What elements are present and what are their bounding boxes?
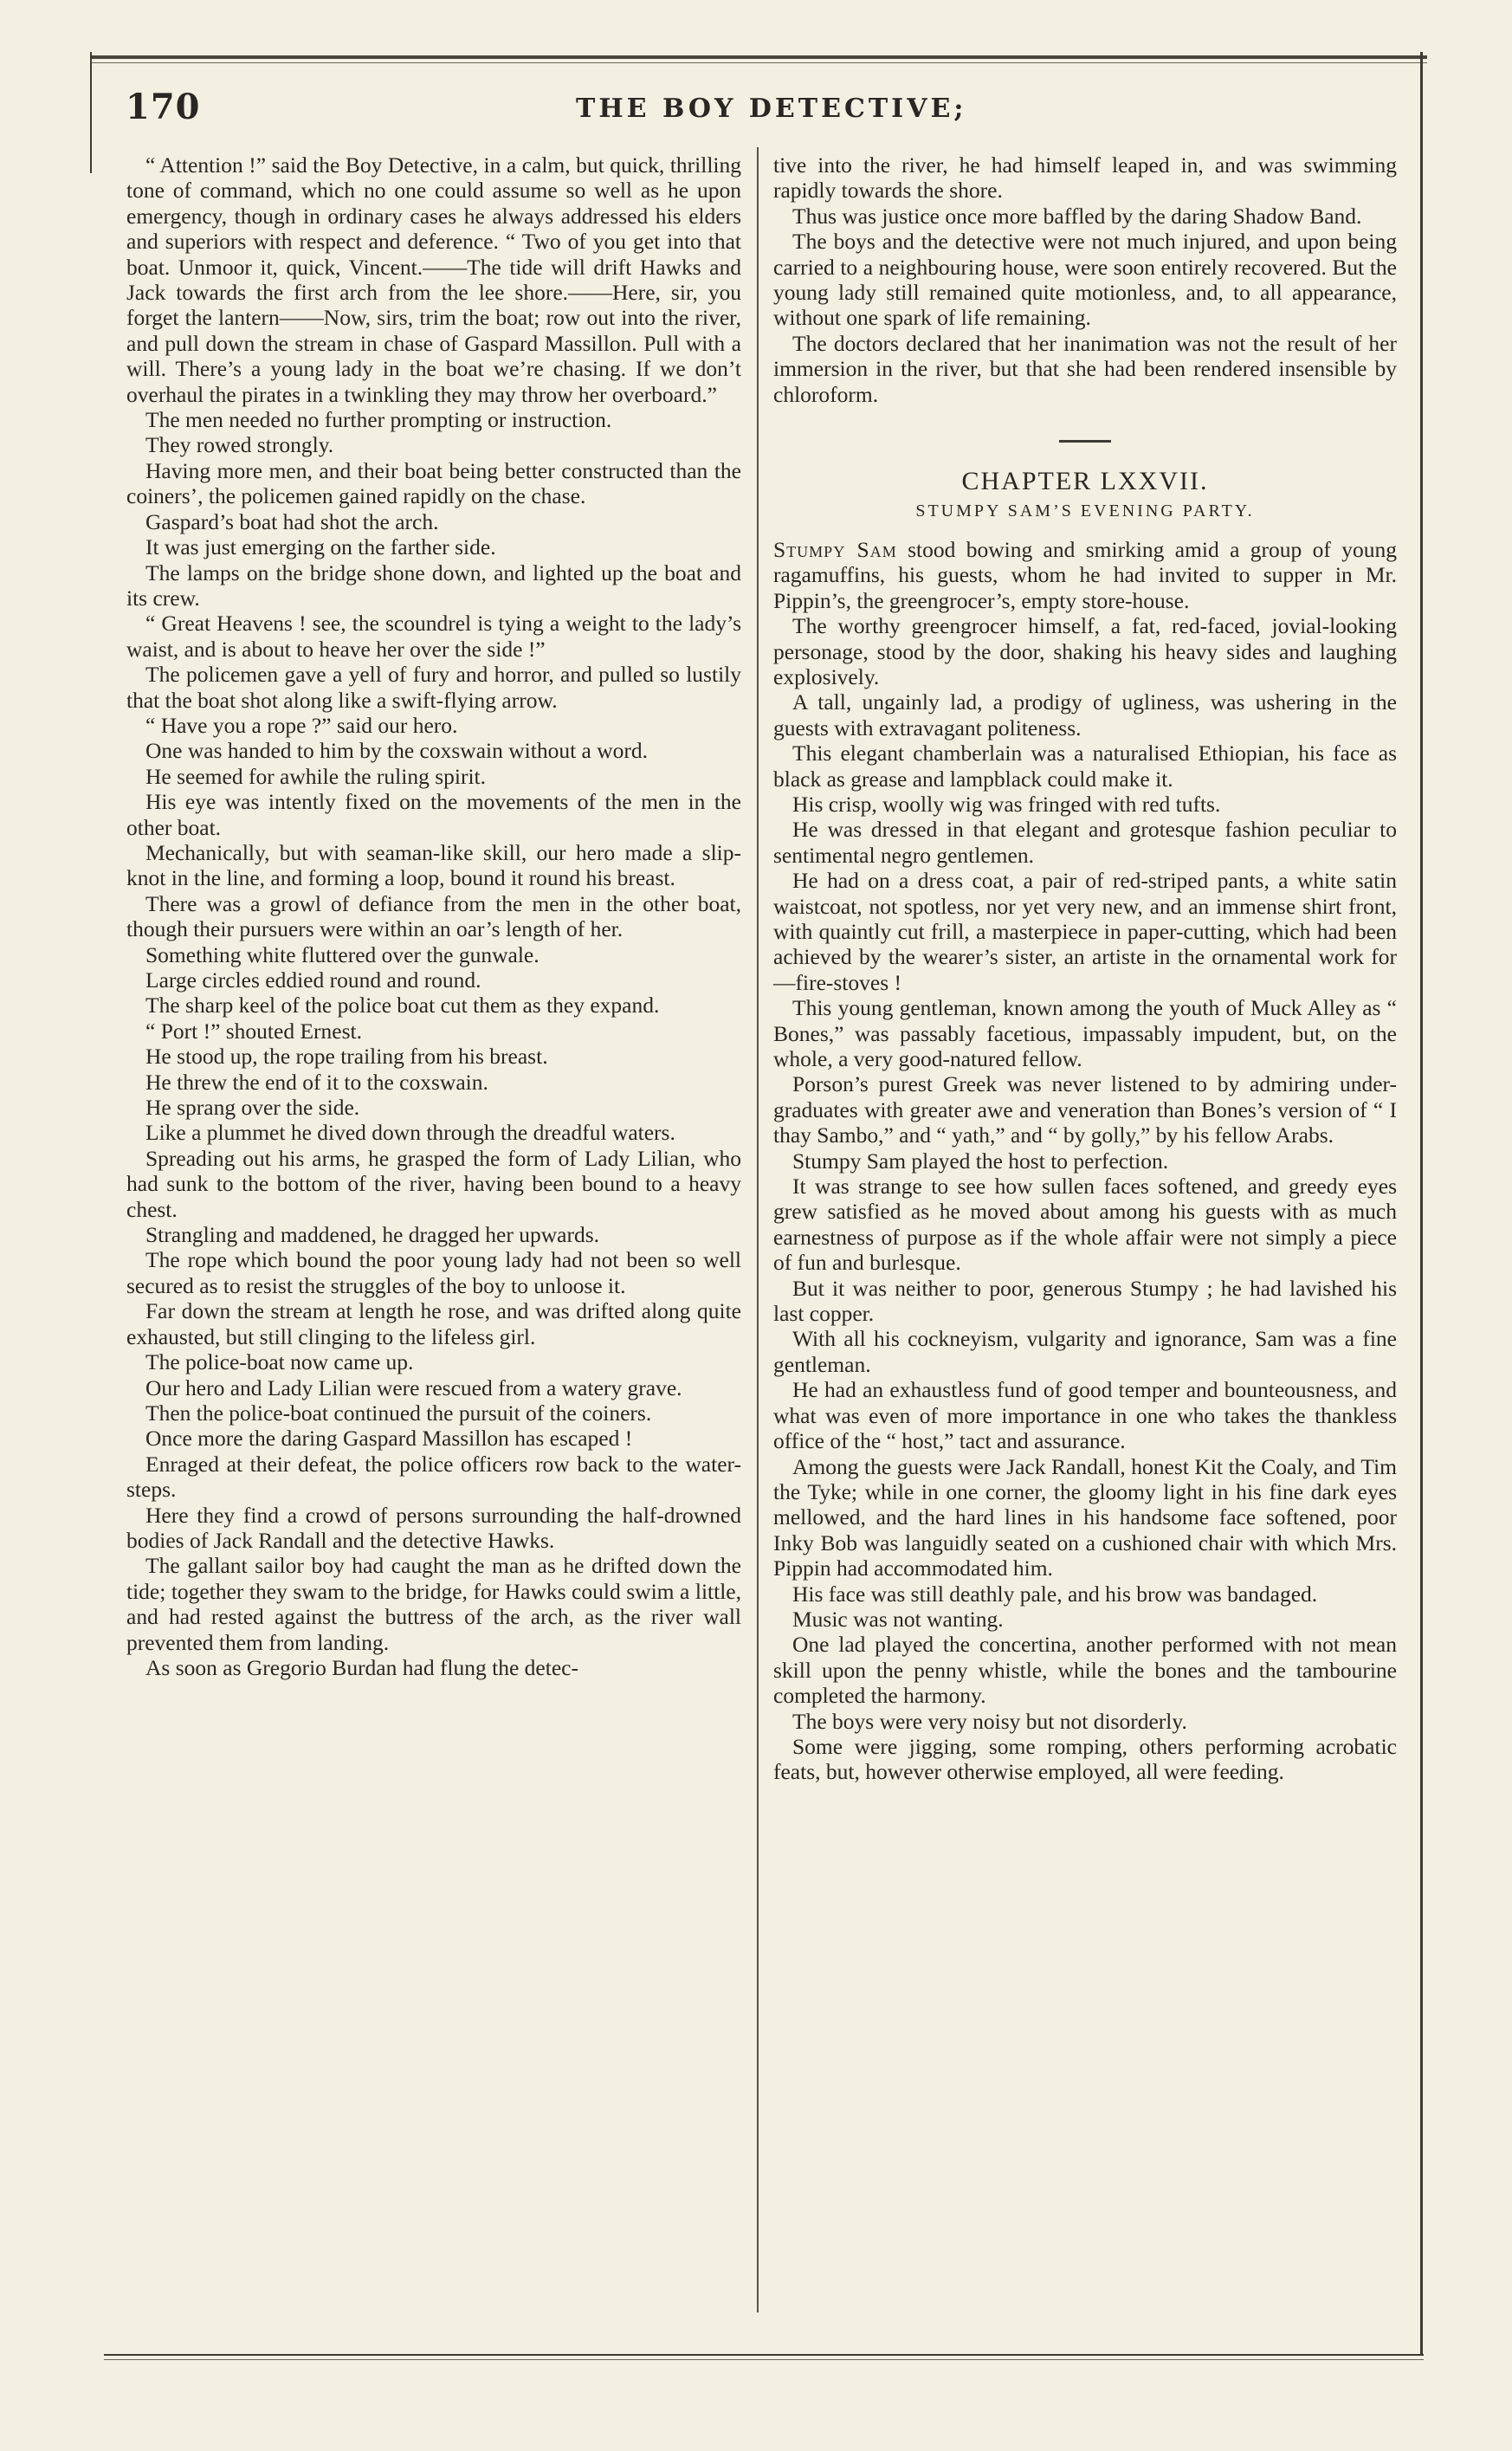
paragraph: The lamps on the bridge shone down, and lighted up the boat and its crew. [126,559,741,611]
paragraph: As soon as Gregorio Burdan had flung the detec- [145,1654,578,1680]
paragraph: He had on a dress coat, a pair of red-striped pants, a white satin waistcoat, not spotless, nor yet very new, and an immense shirt front, with quaintly cut frill, a masterpiece in paper-cutting, which had been achieved by the wearer’s sister, an artiste in the ornamental work for—fire-stoves ! [773,868,1397,995]
paragraph: “ Have you a rope ?” said our hero. [145,712,458,738]
paragraph: The police-boat now came up. [145,1349,414,1375]
paragraph: This elegant chamberlain was a naturalised Ethiopian, his face as black as grease and lampblack could make it. [773,740,1397,792]
paragraph: “ Attention !” said the Boy Detective, in a calm, but quick, thrilling tone of command, which no one could assume so well as he upon emergency, though in ordinary cases he always addressed his elders and superiors with respect and deference. “ Two of you get into that boat. Unmoor it, quick, Vincent.——The tide will drift Hawks and Jack towards the first arch from the lee shore.——Here, sir, you forget the lantern——Now, sirs, trim the boat; row out into the river, and pull down the stream in chase of Gaspard Massillon. Pull with a will. There’s a young lady in the boat we’re chasing. If we don’t overhaul the pirates in a twinkling they may throw her overboard.” [126,152,741,407]
column-divider [757,147,759,2312]
paragraph: Some were jigging, some romping, others performing acrobatic feats, but, however otherwise employed, all were feeding. [773,1733,1397,1785]
section-ornament-rule [1059,440,1111,443]
paragraph: Having more men, and their boat being better constructed than the coiners’, the policemen gained rapidly on the chase. [126,457,741,509]
paragraph: But it was neither to poor, generous Stumpy ; he had lavished his last copper. [773,1275,1397,1327]
right-edge-rule [1420,52,1423,2356]
paragraph: He sprang over the side. [145,1095,360,1121]
paragraph: They rowed strongly. [145,432,334,458]
running-title: THE BOY DETECTIVE; [576,94,967,124]
paragraph: One lad played the concertina, another performed with not mean skill upon the penny whistle, while the bones and the tambourine completed the harmony. [773,1632,1397,1709]
left-edge-rule [90,52,92,173]
paragraph: There was a growl of defiance from the men in the other boat, though their pursuers were within an oar’s length of her. [126,890,741,942]
paragraph: Mechanically, but with seaman-like skill, our hero made a slip-knot in the line, and forming a loop, bound it round his breast. [126,839,741,891]
paragraph: Like a plummet he dived down through the dreadful waters. [145,1120,675,1146]
paragraph: He had an exhaustless fund of good temper and bounteousness, and what was even of more importance in one who takes the thankless office of the “ host,” tact and assurance. [773,1377,1397,1454]
paragraph: The rope which bound the poor young lady had not been so well secured as to resist the struggles of the boy to unloose it. [126,1247,741,1298]
paragraph: Gaspard’s boat had shot the arch. [145,508,439,534]
opening-name: Stumpy Sam [773,536,897,562]
paragraph: Thus was justice once more baffled by the daring Shadow Band. [792,203,1362,229]
left-column [126,152,741,1680]
paragraph: It was just emerging on the farther side. [145,534,496,560]
paragraph: Porson’s purest Greek was never listened to by admiring under-graduates with greater awe and veneration than Bones’s version of “ I thay Sambo,” and “ yath,” and “ by golly,” by his fellow Arabs. [773,1071,1397,1148]
paragraph: With all his cockneyism, vulgarity and ignorance, Sam was a fine gentleman. [773,1326,1397,1377]
paragraph: He seemed for awhile the ruling spirit. [145,763,487,789]
paragraph: Once more the daring Gaspard Massillon has escaped ! [145,1426,633,1452]
paragraph: Music was not wanting. [792,1606,1004,1632]
chapter-subtitle: STUMPY SAM’S EVENING PARTY. [915,501,1255,521]
paragraph: A tall, ungainly lad, a prodigy of ugliness, was ushering in the guests with extravagant politeness. [773,689,1397,740]
right-column [773,152,1397,1785]
paragraph: His eye was intently fixed on the movements of the men in the other boat. [126,789,741,840]
paragraph: “ Port !” shouted Ernest. [145,1018,362,1044]
paragraph: Our hero and Lady Lilian were rescued from a watery grave. [145,1374,682,1400]
page-header [126,87,1407,139]
chapter-title: CHAPTER LXXVII. [961,467,1209,496]
bottom-rule [104,2354,1424,2356]
paragraph: The doctors declared that her inanimation was not the result of her immersion in the river, but that she had been rendered insensible by chloroform. [773,330,1397,407]
paragraph: His crisp, woolly wig was fringed with red tufts. [792,791,1221,817]
paragraph: Spreading out his arms, he grasped the form of Lady Lilian, who had sunk to the bottom of the river, having been bound to a heavy chest. [126,1145,741,1222]
paragraph: It was strange to see how sullen faces softened, and greedy eyes grew satisfied as he moved about among his guests with as much earnestness of purpose as if the whole affair were not simply a piece of fun and burlesque. [773,1174,1397,1276]
paragraph: The gallant sailor boy had caught the man as he drifted down the tide; together they swam to the bridge, for Hawks could swim a little, and had rested against the buttress of the arch, as the river wall prevented them from landing. [126,1553,741,1655]
paragraph: One was handed to him by the coxswain without a word. [145,738,649,764]
paragraph: The men needed no further prompting or instruction. [145,407,612,433]
paragraph: He threw the end of it to the coxswain. [145,1069,488,1095]
paragraph: “ Great Heavens ! see, the scoundrel is tying a weight to the lady’s waist, and is about to heave her over the side !” [126,611,741,662]
paragraph: Far down the stream at length he rose, and was drifted along quite exhausted, but still clinging to the lifeless girl. [126,1298,741,1349]
chapter-opening-paragraph [773,537,1397,613]
paragraph: Here they find a crowd of persons surrounding the half-drowned bodies of Jack Randall and the detective Hawks. [126,1502,741,1553]
paragraph: The boys were very noisy but not disorderly. [792,1708,1187,1734]
paragraph: Enraged at their defeat, the police officers row back to the water-steps. [126,1451,741,1503]
page-number: 170 [126,87,201,127]
paragraph: Then the police-boat continued the pursuit of the coiners. [145,1400,652,1426]
paragraph: The worthy greengrocer himself, a fat, red-faced, jovial-looking personage, stood by the door, shaking his heavy sides and laughing explosively. [773,613,1397,689]
paragraph: The sharp keel of the police boat cut them as they expand. [145,993,660,1019]
top-rule-thin [90,62,1427,63]
paragraph: Strangling and maddened, he dragged her upwards. [145,1222,600,1248]
top-rule [90,55,1427,59]
paragraph: He was dressed in that elegant and grotesque fashion peculiar to sentimental negro gentlemen. [773,817,1397,868]
paragraph: Something white fluttered over the gunwale. [145,941,540,967]
paragraph: The boys and the detective were not much injured, and upon being carried to a neighbouring house, were soon entirely recovered. But the young lady still remained quite motionless, and, to all appearance, without one spark of life remaining. [773,229,1397,331]
paragraph: tive into the river, he had himself leaped in, and was swimming rapidly towards the shore. [773,152,1397,204]
paragraph: The policemen gave a yell of fury and horror, and pulled so lustily that the boat shot along like a swift-flying arrow. [126,662,741,713]
paragraph: Stumpy Sam played the host to perfection. [792,1148,1169,1174]
paragraph: Large circles eddied round and round. [145,967,481,993]
paragraph: He stood up, the rope trailing from his breast. [145,1044,548,1070]
bottom-rule-thin [104,2359,1424,2360]
paragraph: Among the guests were Jack Randall, honest Kit the Coaly, and Tim the Tyke; while in one corner, the gloomy light in his fine dark eyes mellowed, and the hard lines in his handsome face softened, poor Inky Bob was languidly seated on a cushioned chair with which Mrs. Pippin had accommodated him. [773,1453,1397,1581]
paragraph: His face was still deathly pale, and his brow was bandaged. [792,1581,1318,1607]
paragraph: This young gentleman, known among the youth of Muck Alley as “ Bones,” was passably facetious, impassably impudent, but, on the whole, a very good-natured fellow. [773,995,1397,1071]
opening-text: stood bowing and smirking amid a group of young ragamuffins, his guests, whom he had invited to supper in Mr. Pippin’s, the greengrocer’s, empty store-house. [773,536,1397,613]
